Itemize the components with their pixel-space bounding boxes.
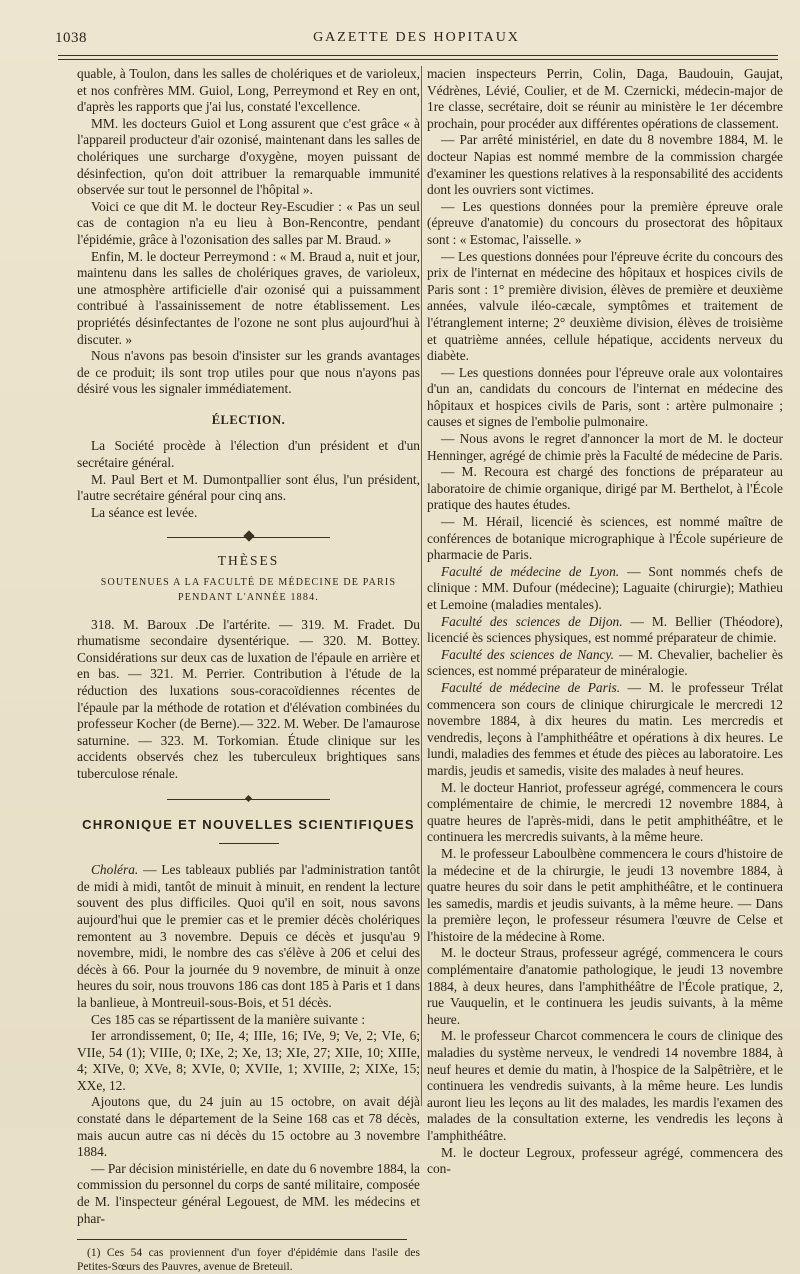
footnote-rule	[77, 1239, 407, 1240]
faculty-label: Faculté de médecine de Lyon.	[441, 563, 620, 579]
paragraph: Faculté de médecine de Lyon. — Sont nommés chefs de clinique : MM. Dufour (médecine); Laguaite (chirurgie); Mathieu et Lemoine (maladies mentales).	[427, 563, 783, 612]
paragraph: Faculté des sciences de Nancy. — M. Chevalier, bachelier ès sciences, est nommé préparateur de minéralogie.	[427, 646, 783, 679]
left-column	[77, 66, 420, 1274]
section-ornament	[77, 793, 420, 805]
paragraph: Enfin, M. le docteur Perreymond : « M. Braud a, nuit et jour, maintenu dans les salles de cholériques graves, de varioleux, une atmosphère artificielle d'air ozonisé qui a puissamment contribué à l'assainissement de notre établissement. Les propriétés désinfectantes de l'ozone ne sont plus aujourd'hui à discuter. »	[77, 248, 420, 347]
paragraph: M. le professeur Laboulbène commencera le cours d'histoire de la médecine et de la chirurgie, le jeudi 13 novembre 1884, à quatre heures du soir dans le petit amphithéâtre, et le continuera les samedis, mardis et jeudis suivants, à la même heure. — Dans la première leçon, le professeur résumera l'œuvre de Celse et l'histoire de la médecine à Rome.	[427, 845, 783, 944]
page-number: 1038	[55, 30, 87, 46]
cholera-label: Choléra.	[91, 862, 139, 878]
paragraph: — M. Hérail, licencié ès sciences, est nommé maître de conférences de botanique micrographique à l'École supérieure de pharmacie de Paris.	[427, 514, 783, 563]
theses-subheading: SOUTENUES A LA FACULTÉ DE MÉDECINE DE PARIS	[100, 577, 397, 589]
footnote: (1) Ces 54 cas proviennent d'un foyer d'épidémie dans l'asile des Petites-Sœurs des Pauvres, avenue de Breteuil.	[77, 1247, 420, 1274]
theses-heading: THÈSES	[217, 553, 280, 569]
paragraph: macien inspecteurs Perrin, Colin, Daga, Baudouin, Gaujat, Védrènes, Lévié, Coulier, et de M. Czernicki, médecin-major de 1re classe, secrétaire, doit se réunir au ministère le 1er décembre prochain, pour procéder aux différentes opérations de classement.	[427, 66, 783, 131]
page-header	[55, 30, 778, 52]
paragraph: quable, à Toulon, dans les salles de cholériques et de varioleux, et nos confrères MM. Guiol, Long, Perreymond et Rey en ont, d'après les rapports que j'ai lus, constaté l'excellence.	[77, 66, 420, 115]
paragraph: M. Paul Bert et M. Dumontpallier sont élus, l'un président, l'autre secrétaire général pour cinq ans.	[77, 471, 420, 504]
paragraph: — Les questions données pour l'épreuve écrite du concours des prix de l'internat en médecine des hôpitaux et hospices civils de Paris sont : 1° première division, élèves de première et deuxième années, valvule iléo-cæcale, symptômes et traitement de l'étranglement interne; 2° deuxième division, élèves de troisième et quatrième années, cellule hépatique, accidents nerveux du diabète.	[427, 248, 783, 364]
paragraph: M. le docteur Legroux, professeur agrégé, commencera des con-	[427, 1144, 783, 1177]
short-rule	[219, 843, 279, 844]
paragraph: Ajoutons que, du 24 juin au 15 octobre, on avait déjà constaté dans le département de la Seine 168 cas et 78 décès, mais aucun autre cas ni décès du 15 octobre au 3 novembre 1884.	[77, 1094, 420, 1160]
paragraph: — Les questions données pour la première épreuve orale (épreuve d'anatomie) du concours du prosectorat des hôpitaux sont : « Estomac, l'aisselle. »	[427, 198, 783, 247]
faculty-label: Faculté de médecine de Paris.	[441, 679, 621, 695]
paragraph: Nous n'avons pas besoin d'insister sur les grands avantages de ce produit; ils sont trop utiles pour que nous n'ayons pas désiré vous les signaler immédiatement.	[77, 348, 420, 397]
theses-subheading-year: PENDANT L'ANNÉE 1884.	[178, 592, 319, 604]
faculty-label: Faculté des sciences de Dijon.	[441, 613, 623, 629]
paragraph: — M. Recoura est chargé des fonctions de préparateur au laboratoire de chimie organique, dirigé par M. Berthelot, à l'École pratique des hautes études.	[427, 464, 783, 513]
paragraph: M. le professeur Charcot commencera le cours de clinique des maladies du système nerveux, le vendredi 14 novembre 1884, à neuf heures et demie du matin, à l'hospice de la Salpêtrière, et le continuera les vendredis suivants, à la même heure. Les lundis auront lieu les leçons au lit des malades, les mardis l'examen des malades de la consultation externe, les vendredis les leçons à l'amphithéâtre.	[427, 1028, 783, 1143]
paragraph: Faculté de médecine de Paris. — M. le professeur Trélat commencera son cours de clinique chirurgicale le mercredi 12 novembre 1884, à dix heures du matin. Les mercredis et vendredis, leçons à l'amphithéâtre et opérations à dix heures. Le lundi, maladies des femmes et étude des pièces au laboratoire. Les mardis, jeudis et samedis, visite des malades à neuf heures.	[427, 679, 783, 778]
paragraph: M. le docteur Hanriot, professeur agrégé, commencera le cours complémentaire de chimie, le mercredi 12 novembre 1884, à quatre heures de l'après-midi, dans le petit amphithéâtre, et le continuera les mercredis suivants, à la même heure.	[427, 779, 783, 845]
paragraph: — Les questions données pour l'épreuve orale aux volontaires d'un an, candidats du concours de l'internat en médecine des hôpitaux et hospices civils de Paris, sont : artère pulmonaire ; causes et signes de l'embolie pulmonaire.	[427, 364, 783, 430]
paragraph: Faculté des sciences de Dijon. — M. Bellier (Théodore), licencié ès sciences physiques, est nommé préparateur de chimie.	[427, 613, 783, 646]
paragraph: — Par décision ministérielle, en date du 6 novembre 1884, la commission du personnel du corps de santé militaire, composée de M. l'inspecteur général Legouest, de MM. les médecins et phar-	[77, 1160, 420, 1226]
running-title: GAZETTE DES HOPITAUX	[313, 30, 520, 45]
chronique-heading: CHRONIQUE ET NOUVELLES SCIENTIFIQUES	[82, 816, 415, 832]
section-ornament	[77, 531, 420, 543]
paragraph: La séance est levée.	[91, 504, 198, 520]
theses-list: 318. M. Baroux .De l'artérite. — 319. M. Fradet. Du rhumatisme secondaire dysentérique. — 320. M. Bottey. Considérations sur deux cas de luxation de l'épaule en arrière et en bas. — 321. M. Perrier. Contribution à l'étude de la réduction des luxations sous-coracoïdiennes récentes de l'épaule par la méthode de rotation et d'élévation combinées du professeur Kocher (de Berne).— 322. M. Weber. De l'amaurose saturnine. — 323. M. Torkomian. Étude clinique sur les accidents observés chez les tuberculeux brightiques sans tuberculose rénale.	[77, 616, 420, 781]
paragraph: — Par arrêté ministériel, en date du 8 novembre 1884, M. le docteur Napias est nommé membre de la commission chargée d'examiner les questions relatives à la responsabilité des accidents dont les ouvriers sont victimes.	[427, 132, 783, 198]
right-column	[427, 66, 783, 1178]
paragraph: M. le docteur Straus, professeur agrégé, commencera le cours complémentaire d'anatomie pathologique, le jeudi 13 novembre 1884, à deux heures, dans l'amphithéâtre de l'École pratique, 2, rue Vauquelin, et le continuera les jeudis suivants, à la même heure.	[427, 945, 783, 1027]
paragraph: — Nous avons le regret d'annoncer la mort de M. le docteur Henninger, agrégé de chimie près la Faculté de médecine de Paris.	[427, 431, 783, 463]
paragraph: Choléra. — Les tableaux publiés par l'administration tantôt de midi à midi, tantôt de minuit à minuit, en rendent la lecture souvent des plus difficiles. Quoi qu'il en soit, nous savons aujourd'hui que le premier cas et le premier décès cholériques remontent au 3 novembre. Depuis ce décès et jusqu'au 9 novembre, midi, le nombre des cas s'élève à 206 et celui des décès à 66. Pour la journée du 9 novembre, de minuit à onze heures du soir, nous trouvons 186 cas dont 185 à Paris et 1 dans la banlieue, à Montreuil-sous-Bois, et 51 décès.	[77, 862, 420, 1010]
arrondissement-list: Ier arrondissement, 0; IIe, 4; IIIe, 16; IVe, 9; Ve, 2; VIe, 6; VIIe, 54 (1); VIIIe, 0; IXe, 2; Xe, 13; XIe, 27; XIIe, 10; XIIIe, 4; XIVe, 0; XVe, 8; XVIe, 0; XVIIe, 1; XVIIIe, 2; XIXe, 15; XXe, 12.	[77, 1028, 420, 1093]
faculty-label: Faculté des sciences de Nancy.	[441, 646, 615, 662]
paragraph: Voici ce que dit M. le docteur Rey-Escudier : « Pas un seul cas de contagion n'a eu lieu à Bon-Rencontre, pendant l'épidémie, grâce à l'ozonisation des salles par M. Braud. »	[77, 198, 420, 247]
column-divider	[421, 66, 422, 1106]
election-heading: ÉLECTION.	[211, 412, 286, 427]
paragraph: La Société procède à l'élection d'un président et d'un secrétaire général.	[77, 438, 420, 471]
paragraph: MM. les docteurs Guiol et Long assurent que c'est grâce « à l'appareil producteur d'air ozonisé, maintenant dans les salles de cholériques une surcharge d'oxygène, moyen puissant de désinfection, qu'on doit attribuer la remarquable immunité observée sur tout le personnel de l'hôpital ».	[77, 115, 420, 198]
paragraph: Ces 185 cas se répartissent de la manière suivante :	[91, 1011, 366, 1027]
header-rule	[58, 55, 778, 56]
header-rule-thin	[58, 59, 778, 60]
